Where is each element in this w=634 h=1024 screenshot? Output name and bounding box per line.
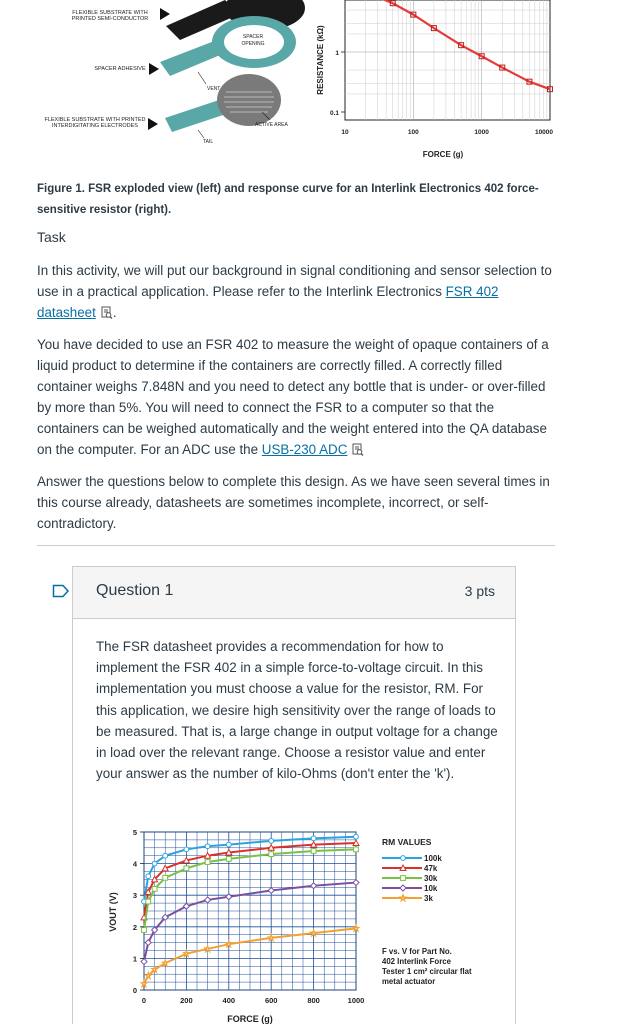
legend-marker-3k [400,895,406,902]
y-tick-label: 5 [132,828,137,837]
response-plot-frame [345,0,550,120]
legend-label-100k: 100k [424,854,442,863]
task-paragraph-3: Answer the questions below to complete this design. As we have seen several times in this course already, datasheets are sometimes incomplete, incorrect, or self-contradictory. [37,474,550,531]
y-tick-label: 1 [132,954,137,964]
legend-label-10k: 10k [424,884,438,893]
flag-question-icon[interactable] [52,584,70,603]
vout-force-chart [96,822,516,1024]
vent-leader [198,72,206,84]
series-point-30k [226,856,231,861]
task-paragraph-2 [37,334,557,462]
series-point-30k [311,849,316,854]
chart-note-line: 402 Interlink Force [382,957,451,966]
series-point-30k [205,860,210,865]
label-spacer-opening-1: SPACER [242,34,264,40]
electrode-layer-disc [217,74,281,126]
x-tick-label: 10 [341,129,349,136]
vout-x-axis-label: FORCE (g) [227,1014,273,1024]
series-point-100k [163,853,168,858]
label-active-area: ACTIVE AREA [255,122,288,128]
arrow-icon [148,118,158,130]
label-spacer-adhesive: SPACER ADHESIVE [94,66,146,72]
series-point-30k [184,866,189,871]
y-tick-label: 1 [335,50,339,57]
question-points: 3 pts [464,583,495,599]
legend-marker-100k [401,856,406,861]
x-tick-label: 1000 [474,129,489,136]
figure-1-graphic [0,0,634,170]
series-point-100k [269,838,274,843]
label-spacer-opening-2: OPENING [241,41,265,47]
x-tick-label: 200 [180,996,193,1005]
series-point-100k [152,861,157,866]
rm-values-legend [382,837,442,903]
x-tick-label: 800 [307,996,320,1005]
chart-note-line: metal actuator [382,977,436,986]
y-tick-label: 0 [132,986,137,995]
x-tick-label: 1000 [347,996,365,1005]
figure-1 [0,0,634,170]
label-tail: TAIL [203,139,214,145]
label-substrate-electrodes-2: INTERDIGITATING ELECTRODES [52,123,138,129]
chart-note [382,947,472,986]
task-paragraph-1-text: In this activity, we will put our background in signal conditioning and sensor selection to use in a practical application. Please refer to the Interlink Electronics [37,263,552,299]
series-point-30k [354,847,359,852]
y-tick-label: 0.1 [329,110,339,117]
question-text: The FSR datasheet provides a recommendation for how to implement the FSR 402 in a simple force-to-voltage circuit. In this implementation you must choose a value for the resistor, RM. For this application, we desire high sensitivity over the range of loads to be measured. That is, a large change in output voltage for a change in load over the relevant range. Choose a resistor value and enter your answer as the number of kilo-Ohms (don't enter the 'k'). [96,639,498,782]
usb-230-adc-link[interactable]: USB-230 ADC [261,442,348,457]
legend-label-30k: 30k [424,874,438,883]
x-tick-label: 0 [141,996,147,1005]
y-tick-label: 3 [132,891,137,901]
vout-force-chart-svg [96,822,516,1024]
question-header [73,567,515,619]
chart-note-line: F vs. V for Part No. [382,947,452,956]
series-point-30k [163,875,168,880]
label-substrate-electrodes-1: FLEXIBLE SUBSTRATE WITH PRINTED [44,117,146,123]
tail-leader [198,130,204,138]
series-point-100k [226,842,231,847]
chart-note-line: Tester 1 cm² circular flat [382,967,472,976]
figure-caption: Figure 1. FSR exploded view (left) and response curve for an Interlink Electronics 402 force-sensitive resistor (right). [37,183,539,216]
y-tick-label: 2 [132,922,137,932]
x-tick-label: 400 [222,996,236,1005]
x-tick-label: 600 [264,996,278,1005]
task-heading: Task [37,229,66,245]
x-tick-label: 100 [407,129,419,136]
label-substrate-semiconductor-2: PRINTED SEMI-CONDUCTOR [71,16,149,22]
y-tick-label: 4 [132,859,137,869]
series-point-100k [311,836,316,841]
legend-label-3k: 3k [424,894,433,903]
legend-marker-10k [400,885,406,891]
series-point-30k [146,899,151,904]
arrow-icon [160,8,170,20]
arrow-icon [149,63,159,75]
x-tick-label: 10000 [534,129,554,136]
series-point-30k [152,886,157,891]
series-point-100k [205,844,210,849]
question-title: Question 1 [96,582,174,599]
section-divider [37,545,555,546]
task-paragraph-2-text: You have decided to use an FSR 402 to measure the weight of opaque containers of a liquid product to determine if the containers are correctly filled. A correctly filled container weighs 7.848N and you need to detect any bottle that is under- or over-filled by more than 5%. You will need to connect the FSR to a computer so that the containers can be weighed automatically and the weight entered into the QA database on the computer. For an ADC use the [37,337,549,457]
document-preview-icon[interactable] [100,304,113,325]
series-point-100k [354,834,359,839]
series-point-30k [142,928,147,933]
legend-label-47k: 47k [424,864,438,873]
task-paragraph-1: In this activity, we will put our background in signal conditioning and sensor selection to use in a practical application. Please refer to the Interlink Electronics FSR 402 datasheet . [37,260,557,325]
response-x-axis-label: FORCE (g) [422,150,464,159]
document-preview-icon[interactable] [351,441,364,462]
legend-title: RM VALUES [382,837,432,847]
series-point-100k [184,847,189,852]
response-curve-chart [316,0,553,159]
response-y-axis-label: RESISTANCE (kΩ) [316,25,325,95]
series-point-100k [146,874,151,879]
fsr-402-datasheet-link[interactable]: FSR 402 datasheet [37,284,499,320]
vout-y-axis-label: VOUT (V) [108,892,118,932]
label-vent: VENT [207,86,221,92]
label-substrate-semiconductor-1: FLEXIBLE SUBSTRATE WITH [72,10,148,16]
series-point-30k [269,852,274,857]
legend-marker-30k [401,876,406,881]
